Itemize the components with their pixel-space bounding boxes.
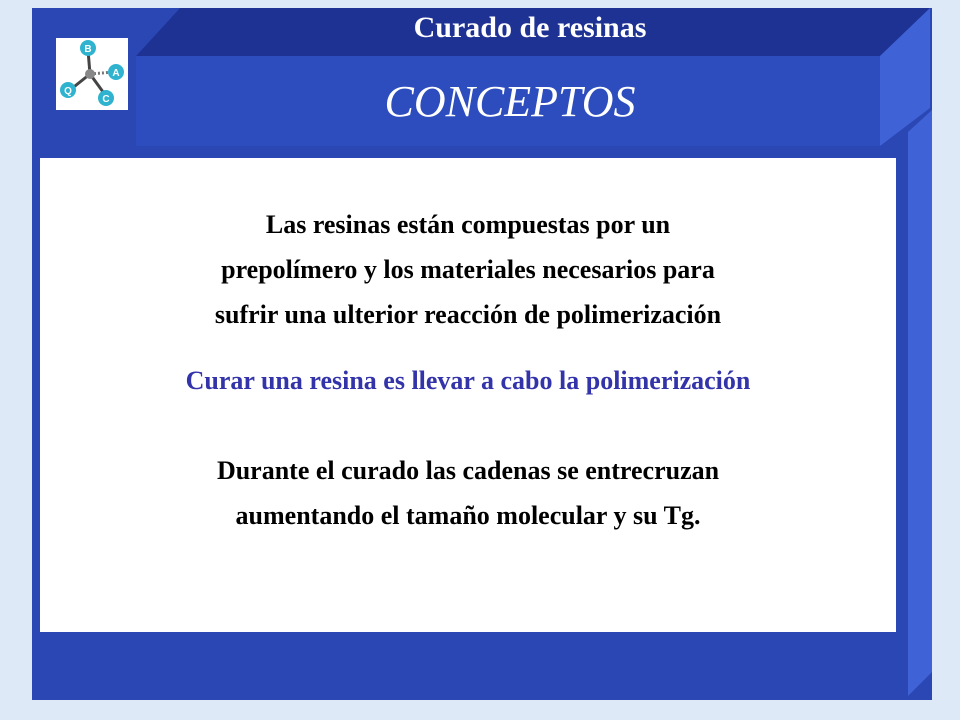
highlight-line: Curar una resina es llevar a cabo la polimerización [185,366,751,395]
logo-graphic [56,38,128,110]
paragraph-curing [40,448,896,538]
slide-title: CONCEPTOS [384,77,636,126]
paragraph-line: aumentando el tamaño molecular y su Tg. [235,501,701,530]
paragraph-line: prepolímero y los materiales necesarios para [221,255,715,284]
highlight-statement [40,363,896,399]
content-panel [40,158,896,632]
frame-right-bevel [908,110,932,696]
molecule-logo-icon [56,38,128,110]
paragraph-line: Las resinas están compuestas por un [265,210,671,239]
paragraph-line: Durante el curado las cadenas se entrecruzan [216,456,720,485]
paragraph-line: sufrir una ulterior reacción de polimerización [214,300,722,329]
logo-letter-q: Q [64,86,72,97]
logo-letter-c: C [102,94,110,105]
paragraph-definition [40,202,896,337]
logo-letter-b: B [84,44,92,55]
slide-subtitle: Curado de resinas [413,11,647,44]
logo-letter-a: A [112,68,120,79]
